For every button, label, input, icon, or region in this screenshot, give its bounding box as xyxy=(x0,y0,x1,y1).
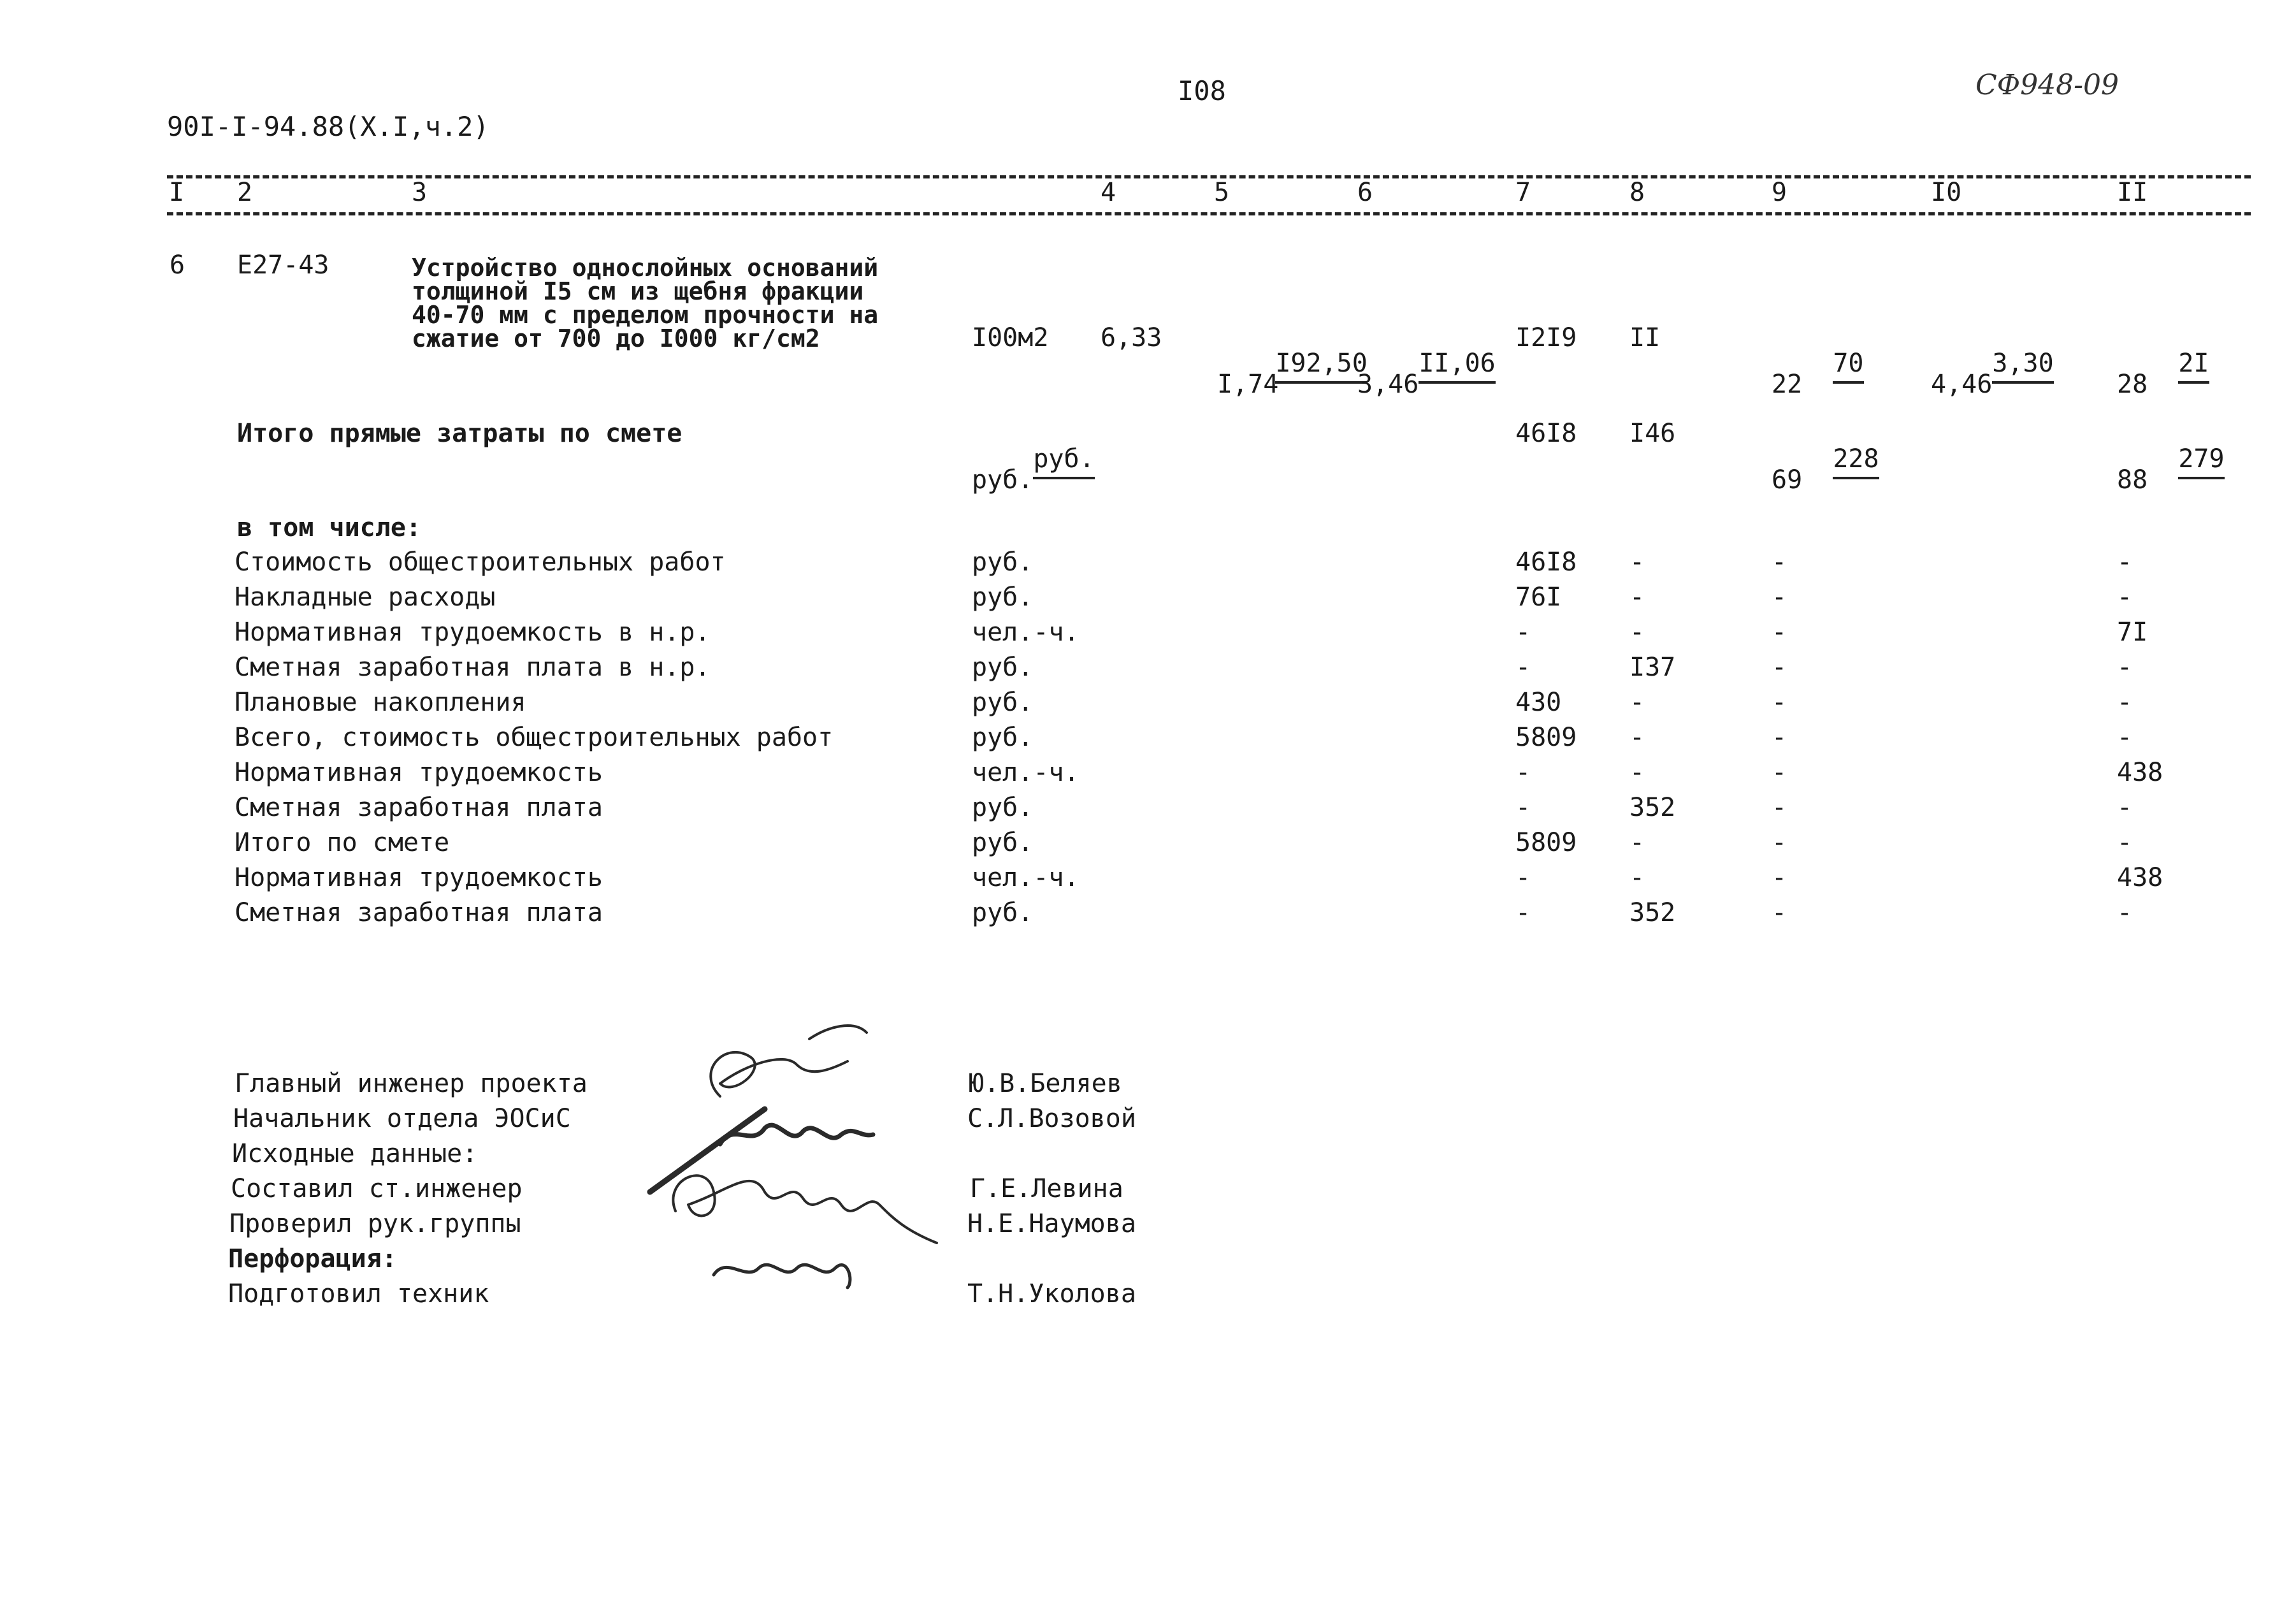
row-col7: - xyxy=(1515,898,1531,927)
col10-top: 3,30 xyxy=(1992,351,2053,384)
description-line: сжатие от 700 до I000 кг/см2 xyxy=(412,324,820,352)
item-qty: 6,33 xyxy=(1101,323,1162,352)
row-label: Нормативная трудоемкость xyxy=(235,758,603,787)
row-label: Сметная заработная плата xyxy=(235,898,603,927)
row-col8: - xyxy=(1629,828,1645,857)
row-col11: - xyxy=(2117,828,2133,857)
description-line: Устройство однослойных оснований xyxy=(412,254,879,282)
handwritten-code: СФ948-09 xyxy=(1975,69,2119,101)
item-description xyxy=(412,256,878,351)
row-col11: - xyxy=(2117,583,2133,612)
item-unit: I00м2 xyxy=(972,323,1049,352)
row-label: Накладные расходы xyxy=(235,583,496,612)
row-col11: - xyxy=(2117,793,2133,822)
row-col8: 352 xyxy=(1629,793,1676,822)
col-11: II xyxy=(2117,178,2148,207)
row-unit: чел.-ч. xyxy=(972,618,1079,647)
row-unit: руб. xyxy=(972,688,1034,717)
col-7: 7 xyxy=(1515,178,1531,207)
col-3: 3 xyxy=(412,178,428,207)
row-unit: руб. xyxy=(972,653,1034,682)
row-col7: 76I xyxy=(1515,583,1562,612)
signature-name: Ю.В.Беляев xyxy=(969,1069,1122,1098)
description-line: 40-70 мм с пределом прочности на xyxy=(412,301,879,329)
row-label: Сметная заработная плата в н.р. xyxy=(235,653,711,682)
row-col8: - xyxy=(1629,618,1645,647)
row-col11: - xyxy=(2117,548,2133,577)
row-col7: - xyxy=(1515,863,1531,892)
row-col8: - xyxy=(1629,758,1645,787)
row-col8: - xyxy=(1629,688,1645,717)
signature-name: Г.Е.Левина xyxy=(970,1174,1123,1203)
row-col9: - xyxy=(1772,688,1787,717)
description-line: толщиной I5 см из щебня фракции xyxy=(412,277,864,305)
signature-role: Главный инженер проекта xyxy=(235,1069,588,1098)
row-col7: - xyxy=(1515,758,1531,787)
row-col9: - xyxy=(1772,828,1787,857)
row-col11: 438 xyxy=(2117,863,2163,892)
row-col11: - xyxy=(2117,723,2133,752)
total-col7: 46I8 xyxy=(1515,419,1577,448)
col8-value: II xyxy=(1629,323,1661,352)
row-col9: - xyxy=(1772,618,1787,647)
row-col9: - xyxy=(1772,653,1787,682)
col-1: I xyxy=(169,178,185,207)
row-unit: руб. xyxy=(972,548,1034,577)
signature-role: Составил ст.инженер xyxy=(231,1174,523,1203)
row-col11: 438 xyxy=(2117,758,2163,787)
page-number: I08 xyxy=(1178,75,1226,106)
incl-label: в том числе: xyxy=(237,513,421,542)
row-col7: - xyxy=(1515,653,1531,682)
row-col8: 352 xyxy=(1629,898,1676,927)
row-unit: руб. xyxy=(972,898,1034,927)
signature-name: Н.Е.Наумова xyxy=(967,1209,1136,1238)
col-10: I0 xyxy=(1931,178,1962,207)
signature-role: Проверил рук.группы xyxy=(229,1209,521,1238)
col-8: 8 xyxy=(1629,178,1645,207)
total-col11-bottom: 88 xyxy=(2117,465,2148,495)
row-label: Нормативная трудоемкость в н.р. xyxy=(235,618,711,647)
col-4: 4 xyxy=(1101,178,1116,207)
signature-name: С.Л.Возовой xyxy=(967,1104,1136,1133)
row-col7: 46I8 xyxy=(1515,548,1577,577)
row-col9: - xyxy=(1772,758,1787,787)
col-2: 2 xyxy=(237,178,253,207)
col-5: 5 xyxy=(1214,178,1230,207)
col-9: 9 xyxy=(1772,178,1787,207)
col11-bottom: 28 xyxy=(2117,370,2148,399)
row-col9: - xyxy=(1772,723,1787,752)
row-unit: руб. xyxy=(972,723,1034,752)
row-col9: - xyxy=(1772,583,1787,612)
total-label: Итого прямые затраты по смете xyxy=(237,419,682,448)
row-label: Плановые накопления xyxy=(235,688,526,717)
total-col9-bottom: 69 xyxy=(1772,465,1803,495)
col-6: 6 xyxy=(1357,178,1373,207)
handwritten-signatures xyxy=(637,1001,969,1319)
row-col8: - xyxy=(1629,548,1645,577)
row-col7: - xyxy=(1515,793,1531,822)
row-col9: - xyxy=(1772,793,1787,822)
row-label: Итого по смете xyxy=(235,828,450,857)
row-label: Сметная заработная плата xyxy=(235,793,603,822)
total-col11-top: 279 xyxy=(2178,446,2224,479)
row-unit: чел.-ч. xyxy=(972,758,1079,787)
row-col11: - xyxy=(2117,898,2133,927)
row-col9: - xyxy=(1772,898,1787,927)
row-col8: - xyxy=(1629,583,1645,612)
signature-role: Подготовил техник xyxy=(228,1279,489,1309)
row-label: Стоимость общестроительных работ xyxy=(235,548,726,577)
row-col7: 5809 xyxy=(1515,723,1577,752)
row-unit: руб. xyxy=(972,793,1034,822)
col6-bottom: 3,46 xyxy=(1357,370,1419,399)
row-unit: руб. xyxy=(972,583,1034,612)
row-label: Всего, стоимость общестроительных работ xyxy=(235,723,834,752)
row-col8: - xyxy=(1629,723,1645,752)
col9-bottom: 22 xyxy=(1772,370,1803,399)
signature-role: Начальник отдела ЭОСиС xyxy=(233,1104,571,1133)
row-col11: - xyxy=(2117,688,2133,717)
total-col9-top: 228 xyxy=(1833,446,1879,479)
item-number: 6 xyxy=(170,250,185,280)
row-col11: - xyxy=(2117,653,2133,682)
total-unit-bottom: руб. xyxy=(972,465,1034,495)
row-unit: руб. xyxy=(972,828,1034,857)
row-col11: 7I xyxy=(2117,618,2148,647)
row-col8: I37 xyxy=(1629,653,1676,682)
col9-top: 70 xyxy=(1833,351,1863,384)
signature-role: Перфорация: xyxy=(228,1244,397,1274)
signature-name: Т.Н.Уколова xyxy=(967,1279,1136,1309)
row-col8: - xyxy=(1629,863,1645,892)
row-col7: - xyxy=(1515,618,1531,647)
row-col9: - xyxy=(1772,863,1787,892)
col5-top: I92,50 xyxy=(1275,351,1368,384)
header-rule-bottom xyxy=(167,212,2251,215)
total-col8: I46 xyxy=(1629,419,1676,448)
col10-bottom: 4,46 xyxy=(1931,370,1993,399)
col6-top: II,06 xyxy=(1419,351,1495,384)
signature-role: Исходные данные: xyxy=(232,1139,478,1168)
item-code: E27-43 xyxy=(237,250,329,280)
row-label: Нормативная трудоемкость xyxy=(235,863,603,892)
row-col7: 5809 xyxy=(1515,828,1577,857)
row-col7: 430 xyxy=(1515,688,1562,717)
col7-value: I2I9 xyxy=(1515,323,1577,352)
col5-bottom: I,74 xyxy=(1217,370,1279,399)
total-unit-top: руб. xyxy=(1033,446,1094,479)
doc-code: 90I-I-94.88(X.I,ч.2) xyxy=(167,111,489,142)
row-col9: - xyxy=(1772,548,1787,577)
col11-top: 2I xyxy=(2178,351,2209,384)
row-unit: чел.-ч. xyxy=(972,863,1079,892)
